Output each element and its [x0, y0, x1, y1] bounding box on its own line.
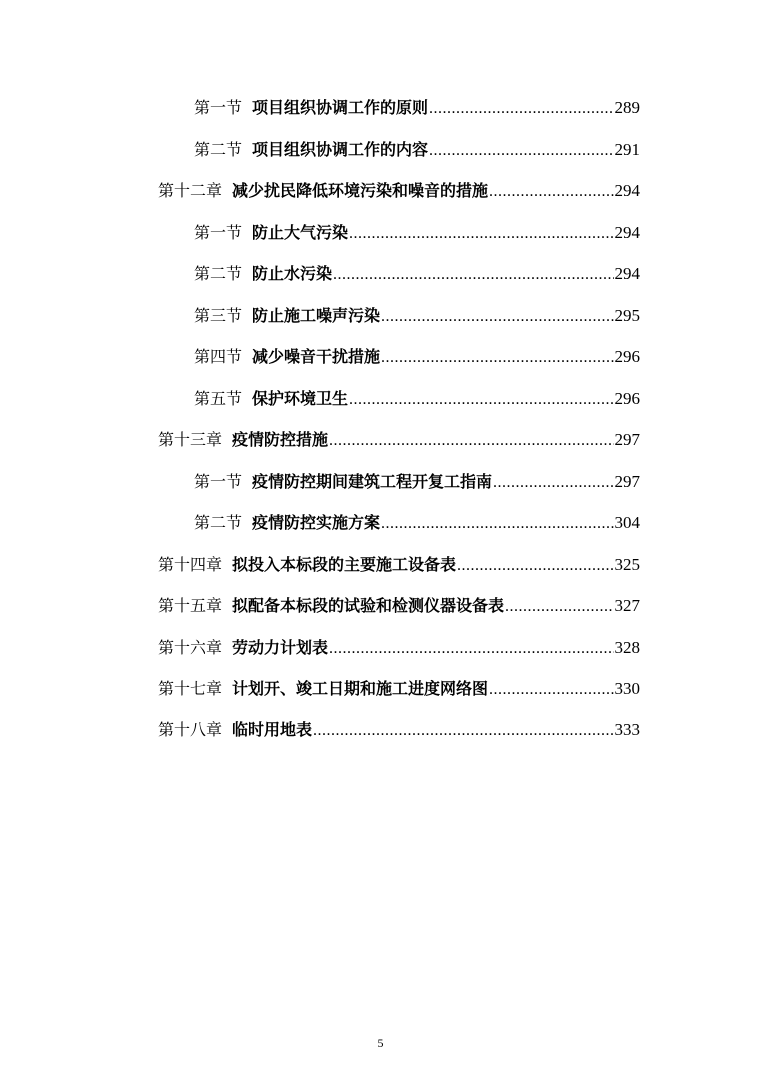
dot-leader [493, 470, 613, 496]
toc-entry-title: 项目组织协调工作的内容 [252, 140, 429, 159]
toc-entry-title: 防止施工噪声污染 [252, 306, 381, 325]
dot-leader [349, 387, 613, 413]
dot-leader [489, 677, 613, 703]
toc-entry-page: 327 [614, 596, 640, 615]
toc-entry-page: 294 [614, 181, 640, 200]
toc-entry-number: 第一节 [194, 98, 243, 117]
toc-entry-number: 第十五章 [158, 596, 223, 615]
dot-leader [457, 553, 613, 579]
toc-entry[interactable] [194, 95, 640, 121]
toc-entry-page: 296 [614, 347, 640, 366]
toc-entry[interactable] [158, 593, 640, 619]
toc-entry-number: 第二节 [194, 140, 243, 159]
toc-entry-number: 第十二章 [158, 181, 223, 200]
toc-entry[interactable] [194, 137, 640, 163]
dot-leader [429, 138, 613, 164]
toc-entry-page: 330 [614, 679, 640, 698]
toc-entry-title: 计划开、竣工日期和施工进度网络图 [232, 679, 489, 698]
toc-entry-title: 疫情防控实施方案 [252, 513, 381, 532]
toc-entry-number: 第二节 [194, 264, 243, 283]
toc-entry-number: 第一节 [194, 472, 243, 491]
toc-entry-page: 328 [614, 638, 640, 657]
dot-leader [329, 428, 613, 454]
toc-entry[interactable] [158, 676, 640, 702]
toc-entry-page: 304 [614, 513, 640, 532]
toc-entry-number: 第十八章 [158, 720, 223, 739]
dot-leader [313, 718, 613, 744]
toc-entry-title: 防止水污染 [252, 264, 333, 283]
dot-leader [329, 636, 613, 662]
toc-entry[interactable] [194, 469, 640, 495]
dot-leader [505, 594, 613, 620]
toc-entry-title: 项目组织协调工作的原则 [252, 98, 429, 117]
toc-entry-number: 第五节 [194, 389, 243, 408]
toc-entry-title: 保护环境卫生 [252, 389, 349, 408]
toc-entry-title: 减少噪音干扰措施 [252, 347, 381, 366]
toc-entry-title: 疫情防控措施 [232, 430, 329, 449]
toc-entry[interactable] [194, 344, 640, 370]
toc-entry-page: 289 [614, 98, 640, 117]
toc-entry-page: 325 [614, 555, 640, 574]
toc-entry-number: 第一节 [194, 223, 243, 242]
toc-entry-title: 临时用地表 [232, 720, 313, 739]
toc-entry-page: 291 [614, 140, 640, 159]
toc-entry[interactable] [158, 178, 640, 204]
toc-entry[interactable] [158, 427, 640, 453]
page-number: 5 [377, 1036, 384, 1050]
toc-entry-number: 第三节 [194, 306, 243, 325]
toc-entry-number: 第十六章 [158, 638, 223, 657]
toc-entry[interactable] [158, 717, 640, 743]
toc-entry-page: 296 [614, 389, 640, 408]
toc-entry[interactable] [194, 220, 640, 246]
toc-entry[interactable] [194, 510, 640, 536]
toc-entry-page: 297 [614, 430, 640, 449]
toc-entry-page: 295 [614, 306, 640, 325]
toc-entry-title: 减少扰民降低环境污染和噪音的措施 [232, 181, 489, 200]
toc-entry-number: 第十四章 [158, 555, 223, 574]
dot-leader [349, 221, 613, 247]
dot-leader [381, 304, 613, 330]
toc-entry-number: 第十七章 [158, 679, 223, 698]
toc-entry-title: 劳动力计划表 [232, 638, 329, 657]
toc-entry[interactable] [158, 552, 640, 578]
dot-leader [381, 511, 613, 537]
toc-entry[interactable] [194, 261, 640, 287]
toc-entry-page: 333 [614, 720, 640, 739]
toc-entry[interactable] [194, 303, 640, 329]
dot-leader [381, 345, 613, 371]
toc-entry-page: 297 [614, 472, 640, 491]
dot-leader [489, 179, 613, 205]
toc-entry-number: 第四节 [194, 347, 243, 366]
toc-entry-number: 第二节 [194, 513, 243, 532]
toc-entry-title: 防止大气污染 [252, 223, 349, 242]
toc-entry[interactable] [194, 386, 640, 412]
dot-leader [333, 262, 613, 288]
toc-entry-title: 疫情防控期间建筑工程开复工指南 [252, 472, 493, 491]
dot-leader [429, 96, 613, 122]
toc-entry[interactable] [158, 635, 640, 661]
toc-entry-title: 拟投入本标段的主要施工设备表 [232, 555, 457, 574]
toc-entry-number: 第十三章 [158, 430, 223, 449]
toc-entry-page: 294 [614, 264, 640, 283]
toc-entry-page: 294 [614, 223, 640, 242]
toc-entry-title: 拟配备本标段的试验和检测仪器设备表 [232, 596, 505, 615]
